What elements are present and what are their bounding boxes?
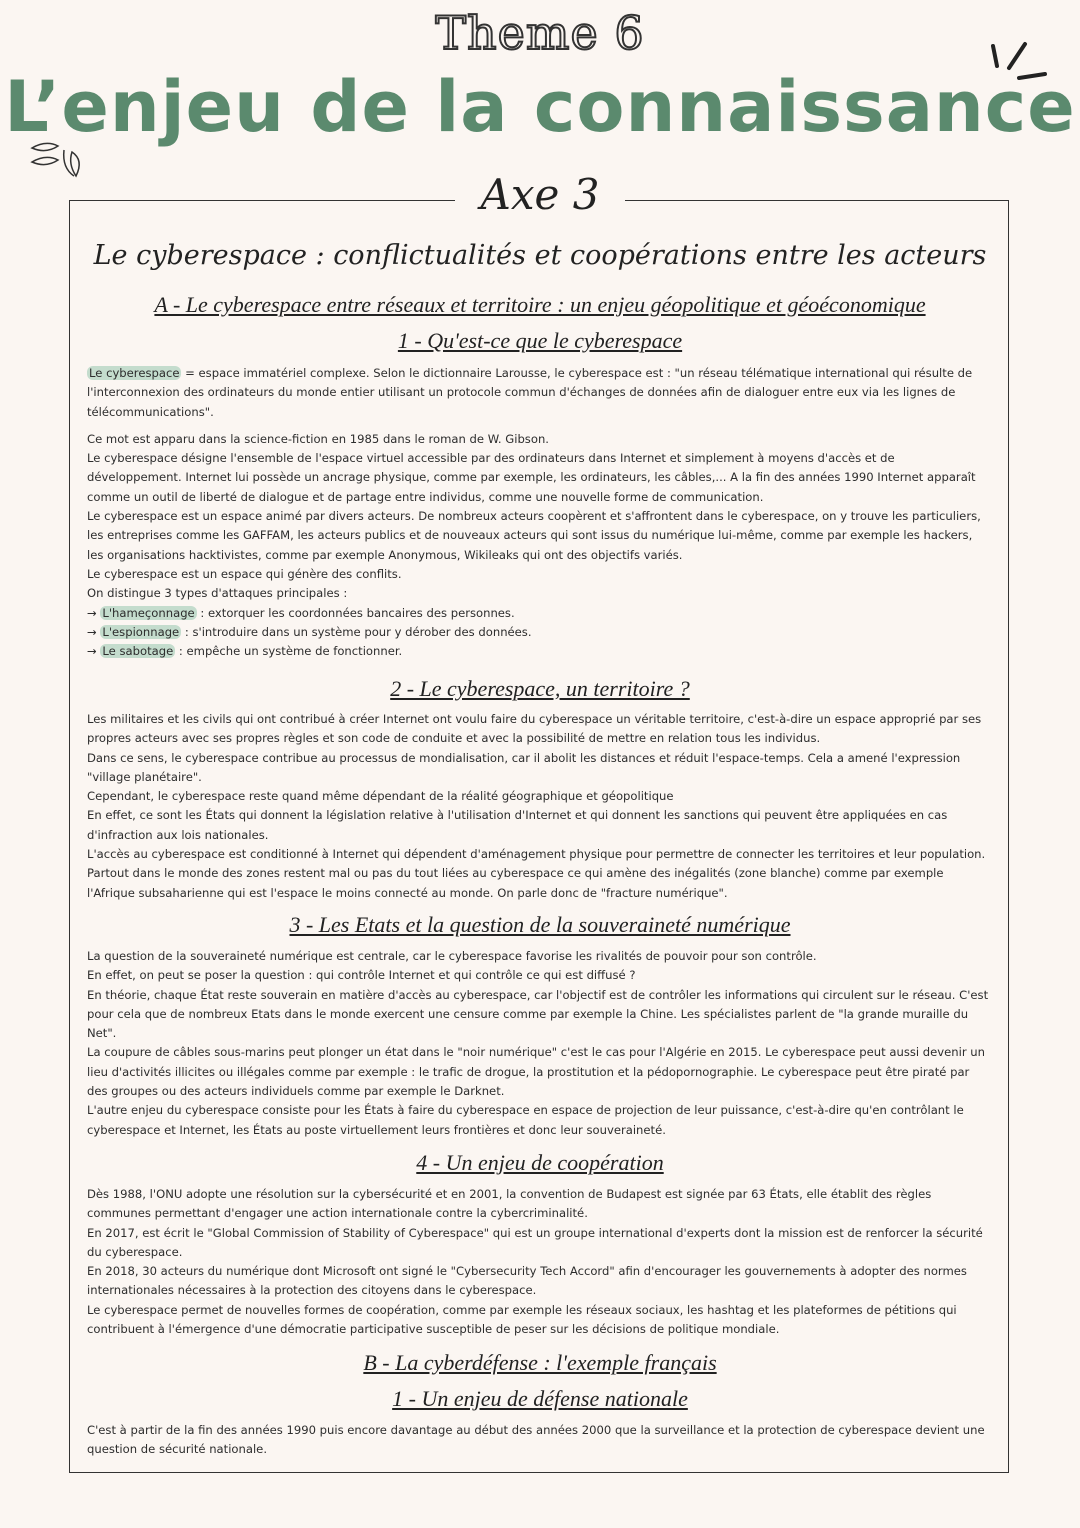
arrow-right-icon: → — [87, 605, 101, 620]
theme-label: Theme 6 — [435, 6, 645, 60]
part-4-heading: 4 - Un enjeu de coopération — [416, 1150, 664, 1175]
axe-label: Axe 3 — [455, 170, 625, 240]
paragraph: L'accès au cyberespace est conditionné à Internet qui dépendent d'aménagement physique pour permettre de connecter les territoires et leur population. Partout dans le monde des zones restent mal ou pas du tout liées au cyberespace ce qui amène des inégalités (zone blanche) comme par exemple l'Afrique subsaharienne qui est l'espace le moins connecté au monde. On parle donc de "fracture numérique". — [87, 847, 986, 900]
paragraph: On distingue 3 types d'attaques principales : — [87, 586, 348, 601]
definition-text: = espace immatériel complexe. Selon le dictionnaire Larousse, le cyberespace est : "un réseau télématique international qui résulte de l'interconnexion des ordinateurs du monde entier utilisant un protocole commun d'échanges de données afin de dialoguer entre eux via les lignes de télécommunications". — [87, 366, 973, 419]
part-4-text — [87, 1185, 992, 1339]
part-1-heading: 1 - Qu'est-ce que le cyberespace — [397, 328, 683, 353]
paragraph: C'est à partir de la fin des années 1990 puis encore davantage au début des années 2000 que la surveillance et la protection de cyberespace devient une question de sécurité nationale. — [87, 1423, 985, 1457]
paragraph: Dès 1988, l'ONU adopte une résolution sur la cybersécurité et en 2001, la convention de Budapest est signée par 63 États, elle établit des règles communes permettant d'engager une action internationale contre la cybercriminalité. — [87, 1187, 932, 1221]
paragraph: Le cyberespace permet de nouvelles formes de coopération, comme par exemple les réseaux sociaux, les hashtag et les plateformes de pétitions qui contribuent à l'émergence d'une démocratie participative susceptible de peser sur les décisions de politique mondiale. — [87, 1302, 957, 1337]
paragraph: Le cyberespace désigne l'ensemble de l'espace virtuel accessible par des ordinateurs dans Internet et simplement à moyens d'accès et de développement. Internet lui possède un ancrage physique, comme par exemple, les ordinateurs, les câbles,... A la fin des années 1990 Internet apparaît comme un outil de liberté de dialogue et de partage entre individus, comme une nouvelle forme de communication. — [87, 451, 976, 504]
page-title: L’enjeu de la connaissance — [4, 66, 1076, 148]
paragraph: Dans ce sens, le cyberespace contribue au processus de mondialisation, car il abolit les distances et réduit l'espace-temps. Cela a amené l'expression "village planétaire". — [87, 750, 961, 784]
paragraph: Les militaires et les civils qui ont contribué à créer Internet ont voulu faire du cyberespace un véritable territoire, c'est-à-dire un espace approprié par ses propres acteurs avec ses propres règles et son code de conduite et avec la possibilité de mettre en relation tous les individus. — [87, 712, 982, 746]
section-b-part-1-text — [87, 1421, 992, 1460]
part-2-text — [87, 710, 992, 903]
arrow-right-icon: → — [87, 644, 101, 659]
attack-term: Le sabotage — [102, 644, 174, 659]
paragraph: Le cyberespace est un espace animé par divers acteurs. De nombreux acteurs coopèrent et s'affrontent dans le cyberespace, on y trouve les particuliers, les entreprises comme les GAFFAM, les acteurs publics et de nouveaux acteurs qui sont issus du numérique lui-même, comme par exemple les hackers, les organisations hacktivistes, comme par exemple Anonymous, Wikileaks qui ont des objectifs variés. — [87, 509, 981, 562]
part-3-text — [87, 947, 992, 1140]
list-item — [87, 604, 992, 623]
section-a-heading: A - Le cyberespace entre réseaux et territoire : un enjeu géopolitique et géoéconomique — [154, 292, 926, 317]
paragraph: En effet, on peut se poser la question : qui contrôle Internet et qui contrôle ce qui est diffusé ? — [87, 968, 636, 983]
part-3-heading: 3 - Les Etats et la question de la souveraineté numérique — [289, 912, 791, 937]
paragraph: En 2017, est écrit le "Global Commission of Stability of Cyberespace" qui est un groupe international d'experts dont la mission est de renforcer la sécurité du cyberespace. — [87, 1225, 983, 1259]
axe-subtitle: Le cyberespace : conflictualités et coopérations entre les acteurs — [93, 240, 987, 271]
definition-term: Le cyberespace — [89, 366, 180, 380]
definition-paragraph — [87, 364, 992, 422]
attack-desc: : extorquer les coordonnées bancaires des personnes. — [196, 605, 515, 620]
attack-term: L'hameçonnage — [102, 605, 195, 620]
list-item — [87, 623, 992, 642]
part-1-text — [87, 364, 992, 661]
paragraph: L'autre enjeu du cyberespace consiste pour les États à faire du cyberespace en espace de projection de leur puissance, c'est-à-dire qu'en contrôlant le cyberespace et Internet, les États au poste virtuellement leurs frontières et donc leur souveraineté. — [87, 1103, 964, 1137]
attack-term: L'espionnage — [102, 624, 180, 639]
attack-desc: : s'introduire dans un système pour y dérober des données. — [181, 624, 532, 639]
paragraph: La coupure de câbles sous-marins peut plonger un état dans le "noir numérique" c'est le cas pour l'Algérie en 2015. Le cyberespace peut aussi devenir un lieu d'activités illicites ou illégales comme par exemple : le trafic de drogue, la prostitution et la pédopornographie. Le cyberespace peut être piraté par des groupes ou des acteurs individuels comme par exemple le Darknet. — [87, 1045, 986, 1099]
paragraph: Ce mot est apparu dans la science-fiction en 1985 dans le roman de W. Gibson. — [87, 431, 549, 446]
section-b-heading: B - La cyberdéfense : l'exemple français — [363, 1350, 717, 1375]
arrow-right-icon: → — [87, 624, 101, 639]
paragraph: Cependant, le cyberespace reste quand même dépendant de la réalité géographique et géopolitique — [87, 789, 674, 804]
section-b-part-1-heading: 1 - Un enjeu de défense nationale — [392, 1386, 688, 1411]
part-2-heading: 2 - Le cyberespace, un territoire ? — [390, 676, 690, 701]
attack-desc: : empêche un système de fonctionner. — [175, 644, 403, 659]
list-item — [87, 642, 992, 661]
paragraph: Le cyberespace est un espace qui génère des conflits. — [87, 566, 402, 581]
paragraph: En 2018, 30 acteurs du numérique dont Microsoft ont signé le "Cybersecurity Tech Accord" afin d'encourager les gouvernements à adopter des normes internationales nécessaires à la protection des citoyens dans le cyberespace. — [87, 1264, 967, 1298]
paragraph: En théorie, chaque État reste souverain en matière d'accès au cyberespace, car l'objectif est de contrôler les informations qui circulent sur le réseau. C'est pour cela que de nombreux Etats dans le monde exercent une censure comme par exemple la Chine. Les spécialistes parlent de "la grande muraille du Net". — [87, 987, 989, 1041]
paragraph: En effet, ce sont les États qui donnent la législation relative à l'utilisation d'Internet et qui donnent les sanctions qui peuvent être appliquées en cas d'infraction aux lois nationales. — [87, 808, 948, 842]
paragraph: La question de la souveraineté numérique est centrale, car le cyberespace favorise les rivalités de pouvoir pour son contrôle. — [87, 949, 817, 963]
